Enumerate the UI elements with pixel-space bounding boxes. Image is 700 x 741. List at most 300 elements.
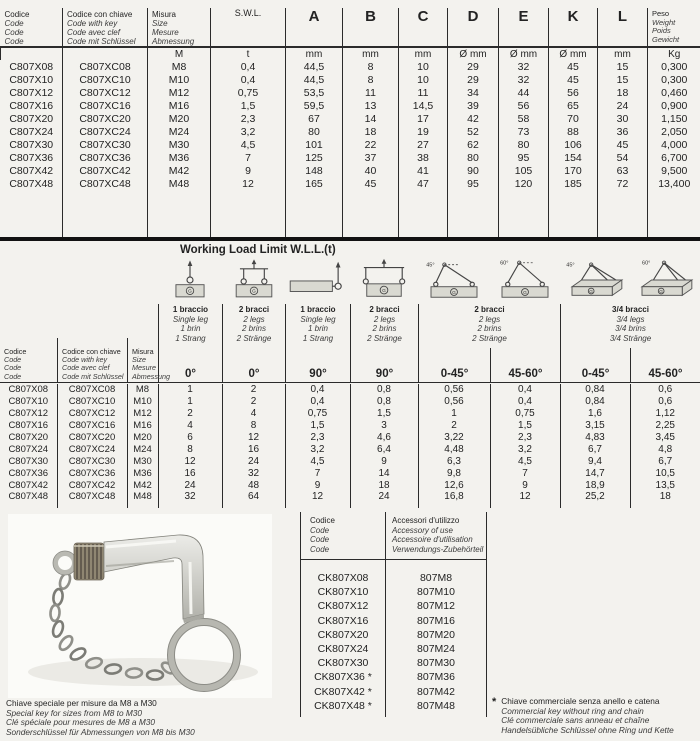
wll-group-label: 2 bracci 2 legs 2 brins 2 Stränge xyxy=(418,304,560,348)
cell-swl: 0,75 xyxy=(211,86,286,99)
cell-code-key: C807XC12 xyxy=(63,86,148,99)
cell-dim-e: 73 xyxy=(499,125,549,138)
cell-dim-a: 53,5 xyxy=(286,86,343,99)
cell-code: C807X12 xyxy=(8,408,49,420)
unit-cell: Ø mm xyxy=(499,47,549,60)
cell-wll-90deg-1leg: 0,4 xyxy=(285,384,350,396)
cell-size: M24 xyxy=(148,125,211,138)
unit-cell: Kg xyxy=(648,47,700,60)
cell-code: C807X20 xyxy=(9,112,54,125)
diagram-three-four-leg-60-icon xyxy=(630,256,700,304)
unit-cell xyxy=(1,47,63,60)
cell-dim-c: 27 xyxy=(399,138,448,151)
accessories-row xyxy=(301,585,487,599)
photo-caption xyxy=(6,699,195,737)
cell-dim-a: 101 xyxy=(286,138,343,151)
cell-dim-k: 185 xyxy=(549,177,598,190)
cell-dim-l: 63 xyxy=(598,164,648,177)
cell-dim-b: 22 xyxy=(343,138,399,151)
accessories-row xyxy=(301,571,487,585)
wll-angle-header: 0° xyxy=(222,348,285,383)
spec-row xyxy=(1,164,700,177)
cell-wll-0deg-1leg: 1 xyxy=(158,384,222,396)
cell-swl: 12 xyxy=(211,177,286,190)
angle-label: 60° xyxy=(500,260,509,267)
accessories-row xyxy=(301,656,487,670)
cell-wll-0deg-1leg: 6 xyxy=(158,432,222,444)
cell-dim-k: 170 xyxy=(549,164,598,177)
cell-dim-b: 45 xyxy=(343,177,399,190)
cell-size: M48 xyxy=(148,177,211,190)
unit-cell: mm xyxy=(399,47,448,60)
cell-wll-0deg-2leg: 48 xyxy=(222,479,285,491)
cell-dim-e: 32 xyxy=(499,60,549,73)
cell-code-key: C807XC42 xyxy=(63,164,148,177)
header-line: Code xyxy=(4,37,24,46)
cell-dim-b: 37 xyxy=(343,151,399,164)
cell-dim-k: 56 xyxy=(549,86,598,99)
cell-wll-90deg-2leg: 9 xyxy=(350,455,418,467)
wll-header-code-key: Codice con chiave Code with key Code avec clef Code mit Schlüssel xyxy=(57,338,127,383)
cell-wll-90deg-1leg: 3,2 xyxy=(285,443,350,455)
wll-row xyxy=(0,443,700,455)
unit-cell: mm xyxy=(286,47,343,60)
cell-key-accessory: 807M8 xyxy=(386,571,487,585)
load-mark: G xyxy=(188,288,192,294)
cell-code: C807X30 xyxy=(9,138,54,151)
spec-row xyxy=(1,73,700,86)
header-line: Poids xyxy=(652,26,671,36)
cell-code-key: C807XC10 xyxy=(63,73,148,86)
cell-wll-045deg-2leg: 9,8 xyxy=(418,467,490,479)
cell-dim-k: 88 xyxy=(549,125,598,138)
cell-wll-4560deg-34leg: 18 xyxy=(630,491,700,503)
cell-code: C807X20 xyxy=(8,432,49,443)
cell-dim-e: 32 xyxy=(499,73,549,86)
cell-dim-a: 44,5 xyxy=(286,60,343,73)
cell-wll-045deg-2leg: 4,48 xyxy=(418,443,490,455)
cell-dim-k: 65 xyxy=(549,99,598,112)
cell-dim-d: 80 xyxy=(448,151,499,164)
cell-key-code: CK807X12 xyxy=(301,599,386,613)
cell-dim-a: 44,5 xyxy=(286,73,343,86)
cell-code: C807X12 xyxy=(9,86,54,99)
angle-label: 60° xyxy=(642,260,651,267)
cell-dim-d: 29 xyxy=(448,60,499,73)
cell-wll-4560deg-34leg: 2,25 xyxy=(630,420,700,432)
cell-dim-b: 14 xyxy=(343,112,399,125)
cell-dim-c: 10 xyxy=(399,60,448,73)
cell-key-code: CK807X10 xyxy=(301,585,386,599)
cell-code-key: C807XC10 xyxy=(57,396,127,408)
header-line: Peso xyxy=(652,9,670,18)
spec-row xyxy=(1,86,700,99)
header-line: Code with key xyxy=(67,19,118,28)
cell-wll-4560deg-34leg: 3,45 xyxy=(630,432,700,444)
cell-wll-4560deg-2leg: 1,5 xyxy=(490,420,560,432)
cell-code-key: C807XC24 xyxy=(57,443,127,455)
cell-wll-0deg-2leg: 24 xyxy=(222,455,285,467)
cell-dim-d: 29 xyxy=(448,73,499,86)
wll-angle-header: 45-60° xyxy=(490,348,560,383)
cell-wll-4560deg-34leg: 10,5 xyxy=(630,467,700,479)
spec-header-dim: L xyxy=(598,8,648,47)
cell-wll-0deg-1leg: 16 xyxy=(158,467,222,479)
cell-code-key: C807XC16 xyxy=(57,420,127,432)
accessories-header-accessory: Accessori d'utilizzo Accessory of use Accessoire d'utilisation Verwendungs-Zubehörteil xyxy=(386,512,487,559)
cell-swl: 4,5 xyxy=(211,138,286,151)
cell-dim-k: 106 xyxy=(549,138,598,151)
cell-dim-c: 19 xyxy=(399,125,448,138)
section-divider-bar xyxy=(0,237,700,241)
cell-wll-045deg-34leg: 9,4 xyxy=(560,455,630,467)
cell-dim-d: 42 xyxy=(448,112,499,125)
cell-key-accessory: 807M10 xyxy=(386,585,487,599)
unit-cell: mm xyxy=(598,47,648,60)
spec-header-dim: C xyxy=(399,8,448,47)
cell-dim-c: 47 xyxy=(399,177,448,190)
cell-dim-a: 165 xyxy=(286,177,343,190)
cell-size: M8 xyxy=(148,60,211,73)
cell-weight: 2,050 xyxy=(648,125,700,138)
cell-dim-a: 80 xyxy=(286,125,343,138)
caption-line: Special key for sizes from M8 to M30 xyxy=(6,707,143,718)
load-mark: G xyxy=(382,288,386,294)
cell-size: M36 xyxy=(127,467,158,479)
cell-dim-b: 11 xyxy=(343,86,399,99)
header-line: Weight xyxy=(652,17,676,27)
angle-label: 45° xyxy=(426,262,435,269)
special-key-with-chain-illustration xyxy=(8,514,272,698)
cell-dim-e: 58 xyxy=(499,112,549,125)
cell-wll-0deg-2leg: 4 xyxy=(222,408,285,420)
diagram-two-leg-90-icon xyxy=(350,256,418,304)
cell-key-accessory: 807M42 xyxy=(386,685,487,699)
wll-angle-header: 90° xyxy=(350,348,418,383)
spec-header-code xyxy=(1,8,63,47)
cell-wll-4560deg-2leg: 4,5 xyxy=(490,455,560,467)
cell-wll-0deg-1leg: 32 xyxy=(158,491,222,503)
spec-header-row xyxy=(1,8,700,47)
cell-weight: 6,700 xyxy=(648,151,700,164)
wll-row xyxy=(0,479,700,491)
load-mark: G xyxy=(659,289,664,295)
header-line: Code xyxy=(4,19,24,28)
cell-size: M20 xyxy=(127,432,158,444)
cell-key-code: CK807X08 xyxy=(301,571,386,585)
cell-dim-k: 154 xyxy=(549,151,598,164)
cell-code: C807X42 xyxy=(8,479,49,491)
cell-key-accessory: 807M36 xyxy=(386,670,487,684)
cell-wll-045deg-2leg: 3,22 xyxy=(418,432,490,444)
cell-size: M10 xyxy=(148,73,211,86)
wll-table xyxy=(0,384,700,508)
cell-key-accessory: 807M12 xyxy=(386,599,487,613)
cell-wll-4560deg-34leg: 0,6 xyxy=(630,384,700,396)
cell-dim-d: 62 xyxy=(448,138,499,151)
spec-filler-row xyxy=(1,190,700,237)
accessories-header-row xyxy=(301,512,487,559)
wll-row xyxy=(0,420,700,432)
cell-code-key: C807XC48 xyxy=(63,177,148,190)
cell-size: M48 xyxy=(127,491,158,503)
cell-wll-0deg-2leg: 64 xyxy=(222,491,285,503)
cell-key-code: CK807X30 xyxy=(301,656,386,670)
cell-dim-c: 11 xyxy=(399,86,448,99)
cell-size: M12 xyxy=(148,86,211,99)
cell-wll-0deg-1leg: 2 xyxy=(158,408,222,420)
cell-code: C807X16 xyxy=(9,99,54,112)
cell-dim-a: 125 xyxy=(286,151,343,164)
header-line: Size xyxy=(152,19,168,28)
unit-cell: Ø mm xyxy=(549,47,598,60)
cell-wll-90deg-1leg: 0,75 xyxy=(285,408,350,420)
footnote-text xyxy=(501,697,674,735)
accessories-filler-row xyxy=(301,713,487,717)
cell-dim-d: 34 xyxy=(448,86,499,99)
wll-group-label: 1 braccio Single leg 1 brin 1 Strang xyxy=(158,304,222,348)
cell-wll-045deg-2leg: 16,8 xyxy=(418,491,490,503)
cell-wll-0deg-2leg: 32 xyxy=(222,467,285,479)
header-line: Misura xyxy=(152,10,177,19)
cell-size: M8 xyxy=(127,384,158,396)
wll-angle-header: 0-45° xyxy=(418,348,490,383)
header-line: Mesure xyxy=(152,28,179,37)
cell-wll-4560deg-2leg: 0,4 xyxy=(490,396,560,408)
spec-header-size xyxy=(148,8,211,47)
cell-code-key: C807XC48 xyxy=(57,491,127,503)
cell-wll-0deg-1leg: 12 xyxy=(158,455,222,467)
cell-wll-4560deg-2leg: 0,4 xyxy=(490,384,560,396)
cell-dim-b: 40 xyxy=(343,164,399,177)
cell-wll-90deg-1leg: 2,3 xyxy=(285,432,350,444)
cell-swl: 2,3 xyxy=(211,112,286,125)
cell-wll-0deg-2leg: 2 xyxy=(222,384,285,396)
cell-dim-b: 8 xyxy=(343,73,399,86)
cell-dim-d: 52 xyxy=(448,125,499,138)
cell-key-code: CK807X24 xyxy=(301,642,386,656)
cell-weight: 0,300 xyxy=(648,60,700,73)
cell-wll-90deg-2leg: 6,4 xyxy=(350,443,418,455)
cell-code: C807X30 xyxy=(8,455,49,467)
unit-cell: t xyxy=(211,47,286,60)
wll-row xyxy=(0,491,700,503)
cell-dim-d: 95 xyxy=(448,177,499,190)
cell-dim-c: 41 xyxy=(399,164,448,177)
cell-code: C807X24 xyxy=(8,443,49,455)
cell-wll-0deg-1leg: 8 xyxy=(158,443,222,455)
cell-wll-0deg-1leg: 1 xyxy=(158,396,222,408)
wll-angle-header: 0-45° xyxy=(560,348,630,383)
cell-code: C807X08 xyxy=(9,60,54,73)
cell-size: M16 xyxy=(127,420,158,432)
cell-wll-045deg-2leg: 0,56 xyxy=(418,384,490,396)
cell-size: M30 xyxy=(127,455,158,467)
cell-dim-c: 17 xyxy=(399,112,448,125)
spec-header-dim: A xyxy=(286,8,343,47)
caption-line: Clé spéciale pour mesures de M8 a M30 xyxy=(6,717,155,728)
accessories-row xyxy=(301,628,487,642)
cell-code-key: C807XC24 xyxy=(63,125,148,138)
wll-angle-header: 0° xyxy=(158,348,222,383)
cell-code: C807X24 xyxy=(9,125,54,138)
cell-wll-045deg-34leg: 25,2 xyxy=(560,491,630,503)
wll-angle-header: 90° xyxy=(285,348,350,383)
footnote xyxy=(492,697,698,735)
spec-row xyxy=(1,138,700,151)
spec-header-dim: E xyxy=(499,8,549,47)
cell-wll-045deg-34leg: 6,7 xyxy=(560,443,630,455)
cell-wll-90deg-2leg: 4,6 xyxy=(350,432,418,444)
accessories-row xyxy=(301,685,487,699)
cell-size: M20 xyxy=(148,112,211,125)
cell-wll-045deg-34leg: 1,6 xyxy=(560,408,630,420)
cell-dim-k: 70 xyxy=(549,112,598,125)
header-line: Codice con chiave xyxy=(67,10,133,19)
cell-code-key: C807XC36 xyxy=(63,151,148,164)
wll-group-label: 2 bracci 2 legs 2 brins 2 Stränge xyxy=(222,304,285,348)
accessories-spacer-row xyxy=(301,559,487,571)
cell-dim-a: 67 xyxy=(286,112,343,125)
cell-size: M42 xyxy=(127,479,158,491)
cell-dim-b: 8 xyxy=(343,60,399,73)
product-photo xyxy=(8,514,272,698)
cell-swl: 0,4 xyxy=(211,73,286,86)
cell-code: C807X42 xyxy=(9,164,54,177)
cell-wll-90deg-2leg: 0,8 xyxy=(350,384,418,396)
cell-dim-b: 13 xyxy=(343,99,399,112)
cell-size: M24 xyxy=(127,443,158,455)
cell-wll-4560deg-34leg: 1,12 xyxy=(630,408,700,420)
spec-header-swl: S.W.L. xyxy=(211,8,286,47)
wll-angle-header: 45-60° xyxy=(630,348,700,383)
header-line: Code xyxy=(4,28,24,37)
header-line: Code avec clef xyxy=(67,28,120,37)
spec-row xyxy=(1,177,700,190)
header-line: Gewicht xyxy=(652,34,680,44)
spec-units-row xyxy=(1,47,700,60)
cell-code-key: C807XC42 xyxy=(57,479,127,491)
wll-group-label: 3/4 bracci 3/4 legs 3/4 brins 3/4 Stränge xyxy=(560,304,700,348)
cell-dim-e: 105 xyxy=(499,164,549,177)
wll-row xyxy=(0,408,700,420)
cell-wll-4560deg-2leg: 0,75 xyxy=(490,408,560,420)
cell-dim-l: 36 xyxy=(598,125,648,138)
footnote-line: Clé commerciale sans anneau et chaîne xyxy=(501,715,650,725)
accessories-row xyxy=(301,642,487,656)
cell-weight: 9,500 xyxy=(648,164,700,177)
cell-dim-c: 10 xyxy=(399,73,448,86)
cell-wll-045deg-34leg: 3,15 xyxy=(560,420,630,432)
spec-header-code-key xyxy=(63,8,148,47)
spec-header-weight xyxy=(648,8,700,47)
accessories-row xyxy=(301,614,487,628)
cell-dim-k: 45 xyxy=(549,73,598,86)
cell-code-key: C807XC30 xyxy=(57,455,127,467)
cell-code: C807X10 xyxy=(9,73,54,86)
cell-wll-0deg-1leg: 4 xyxy=(158,420,222,432)
cell-swl: 7 xyxy=(211,151,286,164)
cell-code-key: C807XC12 xyxy=(57,408,127,420)
wll-header-code: Codice Code Code Code xyxy=(4,346,27,381)
wll-row xyxy=(0,432,700,444)
wll-group-label: 2 bracci 2 legs 2 brins 2 Stränge xyxy=(350,304,418,348)
load-mark: G xyxy=(251,288,256,294)
cell-code-key: C807XC36 xyxy=(57,467,127,479)
cell-wll-0deg-2leg: 16 xyxy=(222,443,285,455)
cell-dim-l: 30 xyxy=(598,112,648,125)
header-line: Abmessung xyxy=(152,37,195,46)
cell-wll-90deg-1leg: 9 xyxy=(285,479,350,491)
wll-row xyxy=(0,396,700,408)
accessories-row xyxy=(301,599,487,613)
cell-key-code: CK807X16 xyxy=(301,614,386,628)
cell-wll-4560deg-2leg: 12 xyxy=(490,491,560,503)
wll-filler-row xyxy=(0,503,700,508)
caption-line: Sonderschlüssel für Abmessungen von M8 bis M30 xyxy=(6,726,195,737)
wll-title: Working Load Limit W.L.L.(t) xyxy=(180,244,336,256)
cell-code: C807X10 xyxy=(8,396,49,408)
cell-wll-90deg-2leg: 14 xyxy=(350,467,418,479)
diagram-three-four-leg-45-icon xyxy=(560,256,630,304)
diagram-two-leg-60-icon xyxy=(490,256,560,304)
cell-code-key: C807XC08 xyxy=(63,60,148,73)
cell-key-accessory: 807M30 xyxy=(386,656,487,670)
wll-row xyxy=(0,384,700,396)
wll-row xyxy=(0,455,700,467)
cell-wll-0deg-2leg: 12 xyxy=(222,432,285,444)
spec-row xyxy=(1,151,700,164)
cell-dim-l: 15 xyxy=(598,60,648,73)
cell-wll-045deg-34leg: 0,84 xyxy=(560,396,630,408)
cell-dim-e: 80 xyxy=(499,138,549,151)
header-line: Code mit Schlüssel xyxy=(67,37,136,46)
unit-cell: mm xyxy=(343,47,399,60)
spec-header-dim: B xyxy=(343,8,399,47)
cell-wll-90deg-1leg: 0,4 xyxy=(285,396,350,408)
diagram-single-leg-90-icon xyxy=(285,256,350,304)
header-line: Codice xyxy=(4,10,30,19)
cell-wll-4560deg-2leg: 3,2 xyxy=(490,443,560,455)
footnote-line: Commercial key without ring and chain xyxy=(501,705,644,716)
cell-swl: 1,5 xyxy=(211,99,286,112)
wll-header-rule xyxy=(0,382,700,383)
cell-dim-l: 54 xyxy=(598,151,648,164)
cell-key-code: CK807X20 xyxy=(301,628,386,642)
cell-wll-045deg-2leg: 6,3 xyxy=(418,455,490,467)
cell-dim-k: 45 xyxy=(549,60,598,73)
cell-key-code: CK807X48 * xyxy=(301,699,386,713)
cell-dim-a: 148 xyxy=(286,164,343,177)
cell-dim-e: 120 xyxy=(499,177,549,190)
cell-dim-d: 39 xyxy=(448,99,499,112)
cell-wll-045deg-2leg: 12,6 xyxy=(418,479,490,491)
load-mark: G xyxy=(589,289,594,295)
spec-row xyxy=(1,125,700,138)
cell-size: M12 xyxy=(127,408,158,420)
cell-swl: 9 xyxy=(211,164,286,177)
cell-wll-4560deg-2leg: 9 xyxy=(490,479,560,491)
cell-wll-90deg-2leg: 3 xyxy=(350,420,418,432)
cell-dim-c: 14,5 xyxy=(399,99,448,112)
cell-code: C807X08 xyxy=(8,384,49,396)
spec-row xyxy=(1,60,700,73)
cell-dim-e: 95 xyxy=(499,151,549,164)
cell-key-accessory: 807M24 xyxy=(386,642,487,656)
wll-header-size: Misura Size Mesure Abmessung xyxy=(127,338,158,383)
footnote-marker: * xyxy=(492,696,497,708)
cell-wll-90deg-2leg: 18 xyxy=(350,479,418,491)
